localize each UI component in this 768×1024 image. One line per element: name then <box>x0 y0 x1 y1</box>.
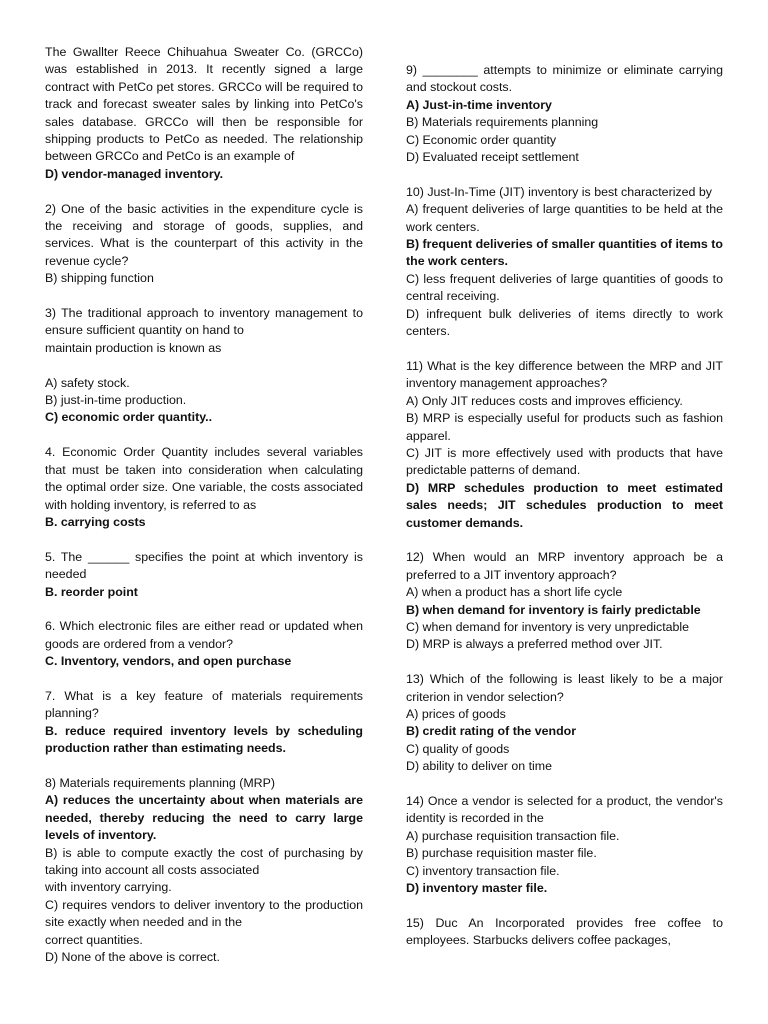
question-11 <box>406 358 723 532</box>
question-stem: 6. Which electronic files are either read or updated when goods are ordered from a vendor? <box>45 619 363 651</box>
option: B) just-in-time production. <box>45 393 187 408</box>
question-10 <box>406 184 723 341</box>
option: C) when demand for inventory is very unpredictable <box>406 619 690 634</box>
answer: B) frequent deliveries of smaller quantities of items to the work centers. <box>406 237 723 269</box>
question-stem: 4. Economic Order Quantity includes several variables that must be taken into consideration when calculating the optimal order size. One variable, the costs associated with holding inventory, is referred to as <box>45 445 363 512</box>
question-stem-line: maintain production is known as <box>45 340 222 355</box>
question-stem: The Gwallter Reece Chihuahua Sweater Co. (GRCCo) was established in 2013. It recently signed a large contract with PetCo pet stores. GRCCo will be required to track and forecast sweater sales by linking into PetCo's sales database. GRCCo will then be responsible for shipping products to PetCo as needed. The relationship between GRCCo and PetCo is an example of <box>45 45 363 164</box>
option: A) safety stock. <box>45 375 130 390</box>
option: A) prices of goods <box>406 706 506 721</box>
question-stem: 11) What is the key difference between the MRP and JIT inventory management approaches? <box>406 358 723 391</box>
question-stem: 9) ________ attempts to minimize or eliminate carrying and stockout costs. <box>406 63 723 95</box>
option: C) Economic order quantity <box>406 132 557 147</box>
left-column <box>45 44 363 984</box>
option: C) less frequent deliveries of large quantities of goods to central receiving. <box>406 271 723 304</box>
question-stem: 13) Which of the following is least likely to be a major criterion in vendor selection? <box>406 672 723 704</box>
option: A) frequent deliveries of large quantities to be held at the work centers. <box>406 202 723 234</box>
answer: B) when demand for inventory is fairly predictable <box>406 602 701 617</box>
question-stem-line: 3) The traditional approach to inventory management to ensure sufficient quantity on hand to <box>45 306 363 338</box>
answer: B. carrying costs <box>45 514 146 529</box>
answer: A) reduces the uncertainty about when materials are needed, thereby reducing the need to carry large levels of inventory. <box>45 793 363 843</box>
question-stem: 5. The ______ specifies the point at which inventory is needed <box>45 549 363 582</box>
answer: B. reduce required inventory levels by scheduling production rather than estimating needs. <box>45 723 363 756</box>
option: B) purchase requisition master file. <box>406 846 597 861</box>
question-stem: 15) Duc An Incorporated provides free coffee to employees. Starbucks delivers coffee packages, <box>406 915 723 948</box>
question-stem: 12) When would an MRP inventory approach be a preferred to a JIT inventory approach? <box>406 550 723 582</box>
question-12 <box>406 549 723 653</box>
question-15 <box>406 915 723 950</box>
question-2 <box>45 201 363 288</box>
question-3 <box>45 305 363 427</box>
answer: D) inventory master file. <box>406 881 548 896</box>
option: B) Materials requirements planning <box>406 115 599 130</box>
answer: C) economic order quantity.. <box>45 410 213 425</box>
answer: C. Inventory, vendors, and open purchase <box>45 654 292 669</box>
question-5 <box>45 549 363 601</box>
answer: D) vendor-managed inventory. <box>45 166 224 181</box>
option: D) Evaluated receipt settlement <box>406 150 579 165</box>
answer: A) Just-in-time inventory <box>406 97 552 112</box>
option: D) MRP is always a preferred method over JIT. <box>406 637 663 652</box>
option: correct quantities. <box>45 932 143 947</box>
option: C) JIT is more effectively used with products that have predictable patterns of demand. <box>406 445 723 478</box>
question-stem: 2) One of the basic activities in the expenditure cycle is the receiving and storage of goods, supplies, and services. What is the counterpart of this activity in the revenue cycle? <box>45 201 363 268</box>
option: A) Only JIT reduces costs and improves efficiency. <box>406 393 683 408</box>
option: B) MRP is especially useful for products such as fashion apparel. <box>406 411 723 443</box>
question-14 <box>406 793 723 897</box>
option: with inventory carrying. <box>45 880 172 895</box>
question-13 <box>406 671 723 775</box>
option: D) infrequent bulk deliveries of items directly to work centers. <box>406 306 723 339</box>
option: C) inventory transaction file. <box>406 863 560 878</box>
question-1 <box>45 44 363 183</box>
option: D) ability to deliver on time <box>406 759 552 774</box>
question-7 <box>45 688 363 758</box>
option: C) requires vendors to deliver inventory to the production site exactly when needed and in the <box>45 897 363 930</box>
answer: B) credit rating of the vendor <box>406 724 577 739</box>
option: A) when a product has a short life cycle <box>406 585 623 600</box>
question-4 <box>45 444 363 531</box>
question-stem: 10) Just-In-Time (JIT) inventory is best characterized by <box>406 184 712 199</box>
option: C) quality of goods <box>406 741 510 756</box>
question-9 <box>406 62 723 166</box>
answer: B. reorder point <box>45 584 138 599</box>
question-8 <box>45 775 363 966</box>
option: D) None of the above is correct. <box>45 950 220 964</box>
question-stem: 14) Once a vendor is selected for a product, the vendor's identity is recorded in the <box>406 793 723 826</box>
right-column <box>406 62 723 967</box>
question-6 <box>45 618 363 670</box>
option: B) is able to compute exactly the cost of purchasing by taking into account all costs associated <box>45 845 363 877</box>
question-stem: 8) Materials requirements planning (MRP) <box>45 775 276 790</box>
option: A) purchase requisition transaction file. <box>406 828 620 843</box>
question-stem: 7. What is a key feature of materials requirements planning? <box>45 688 363 721</box>
answer: D) MRP schedules production to meet estimated sales needs; JIT schedules production to meet customer demands. <box>406 480 723 530</box>
answer: B) shipping function <box>45 271 154 286</box>
